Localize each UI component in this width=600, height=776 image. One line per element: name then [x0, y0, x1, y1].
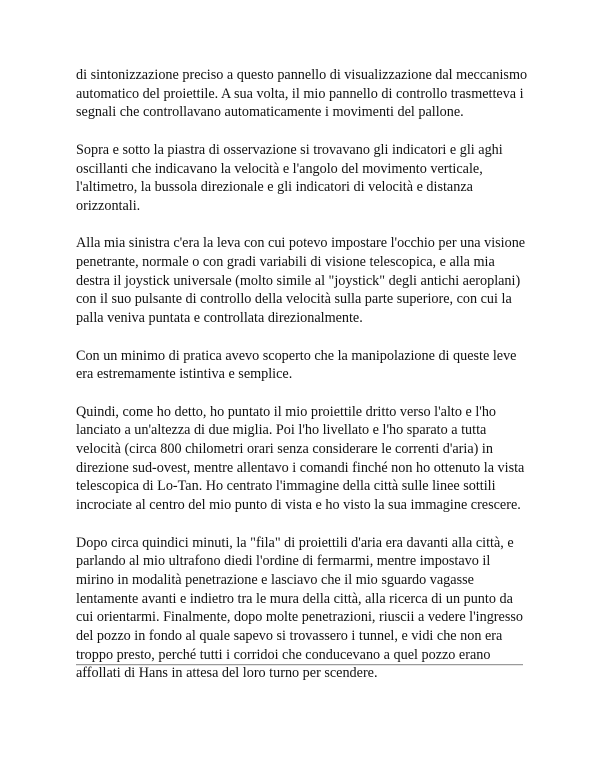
- paragraph-4: Con un minimo di pratica avevo scoperto che la manipolazione di queste leve era estremamente istintiva e semplice.: [76, 347, 517, 383]
- paragraph-6: Dopo circa quindici minuti, la "fila" di proiettili d'aria era davanti alla città, e parlando al mio ultrafono diedi l'ordine di fermarmi, mentre impostavo il mirino in modalità penetrazione e lasciavo che il mio sguardo vagasse lentamente avanti e indietro tra le mura della città, alla ricerca di un punto da cui orientarmi. Finalmente, dopo molte penetrazioni, riuscii a vedere l'ingresso del pozzo in fondo al quale sapevo si trovassero i tunnel, e vidi che non era troppo presto, perché tutti i corridoi che conducevano a quel pozzo erano affollati di Hans in attesa del loro turno per scendere.: [76, 534, 523, 682]
- paragraph-2: Sopra e sotto la piastra di osservazione si trovavano gli indicatori e gli aghi oscillanti che indicavano la velocità e l'angolo del movimento verticale, l'altimetro, la bussola direzionale e gli indicatori di velocità e distanza orizzontali.: [76, 141, 503, 214]
- paragraph-1: di sintonizzazione preciso a questo pannello di visualizzazione dal meccanismo automatico del proiettile. A sua volta, il mio pannello di controllo trasmetteva i segnali che controllavano automaticamente i movimenti del pallone.: [76, 67, 528, 121]
- horizontal-divider: [76, 664, 523, 666]
- paragraph-5: Quindi, come ho detto, ho puntato il mio proiettile dritto verso l'alto e l'ho lanciato a un'altezza di due miglia. Poi l'ho livellato e l'ho sparato a tutta velocità (circa 800 chilometri orari senza considerare le correnti d'aria) in direzione sud-ovest, mentre allentavo i comandi finché non ho ottenuto la vista telescopica di Lo-Tan. Ho centrato l'immagine della città sulle linee sottili incrociate al centro del mio punto di vista e ho visto la sua immagine crescere.: [76, 403, 525, 514]
- paragraph-3: Alla mia sinistra c'era la leva con cui potevo impostare l'occhio per una visione penetrante, normale o con gradi variabili di visione telescopica, e alla mia destra il joystick universale (molto simile al "joystick" degli antichi aeroplani) con il suo pulsante di controllo della velocità sulla parte superiore, con cui la palla veniva puntata e controllata direzionalmente.: [76, 235, 526, 327]
- document-page: [76, 66, 528, 702]
